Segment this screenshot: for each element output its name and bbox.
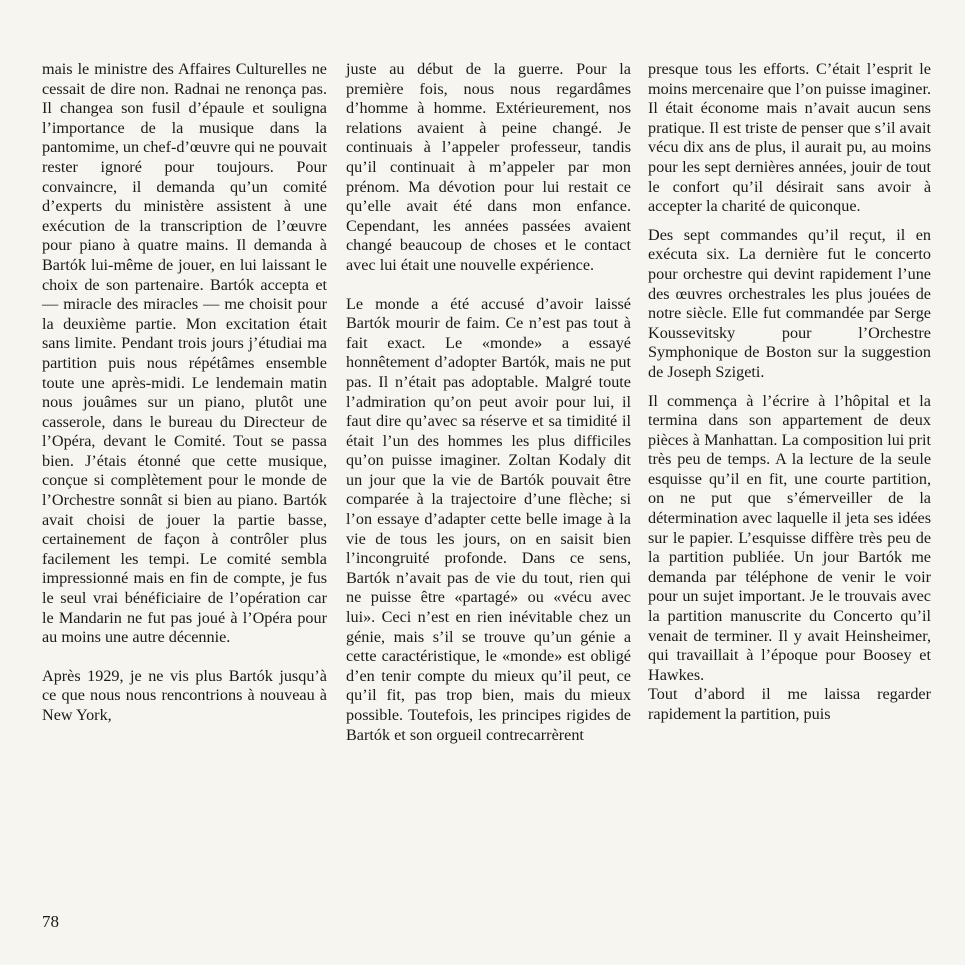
paragraph: Le monde a été accusé d’avoir laissé Bartók mourir de faim. Ce n’est pas tout à fait exact. Le «monde» a essayé honnêtement d’adopter Bartók, mais ne put pas. Il n’était pas adoptable. Malgré toute l’admiration qu’on peut avoir pour lui, il faut dire qu’avec sa réserve et sa timidité il était l’un des hommes les plus difficiles qu’on puisse imaginer. Zoltan Kodaly dit un jour que la vie de Bartók pouvait être comparée à la trajectoire d’une flèche; si l’on essaye d’adapter cette belle image à la vie de tous les jours, on en saisit bien l’incongruité profonde. Dans ce sens, Bartók n’avait pas de vie du tout, rien qui ne puisse être «partagé» ou «vécu avec lui». Ceci n’est en rien inévitable chez un génie, mais s’il se trouve qu’un génie a cette caractéristique, le «monde» est obligé d’en tenir compte du mieux qu’il peut, ce qu’il fit, pas trop bien, mais du mieux possible. Toutefois, les principes rigides de Bartók et son orgueil contrecarrèrent bbox=[346, 294, 631, 744]
paragraph: Tout d’abord il me laissa regarder rapidement la partition, puis bbox=[648, 685, 931, 723]
paragraph: Des sept commandes qu’il reçut, il en exécuta six. La dernière fut le concerto pour orchestre qui devint rapidement l’une des œuvres orchestrales les plus jouées de notre siècle. Elle fut commandée par Serge Koussevitsky pour l’Orchestre Symphonique de Boston sur la suggestion de Joseph Szigeti. bbox=[648, 225, 931, 381]
paragraph: juste au début de la guerre. Pour la première fois, nous nous regardâmes d’homme à homme. Extérieurement, nos relations avaient à peine changé. Je continuais à l’appeler professeur, tandis qu’il continuait à m’appeler par mon prénom. Ma dévotion pour lui restait ce qu’elle avait été dans mon enfance. Cependant, les années passées avaient changé beaucoup de choses et le contact avec lui était une nouvelle expérience. bbox=[346, 60, 631, 274]
page-number: 78 bbox=[42, 912, 59, 931]
text-column-3 bbox=[648, 60, 931, 725]
text-column-2 bbox=[346, 60, 631, 745]
paragraph: presque tous les efforts. C’était l’esprit le moins mercenaire que l’on puisse imaginer. Il était économe mais n’avait aucun sens pratique. Il est triste de penser que s’il avait vécu dix ans de plus, il aurait pu, au moins pour les sept dernières années, jouir de tout le confort qu’il désirait sans avoir à accepter la charité de quiconque. bbox=[648, 60, 931, 216]
paragraph: Il commença à l’écrire à l’hôpital et la termina dans son appartement de deux pièces à Manhattan. La composition lui prit très peu de temps. A la lecture de la seule esquisse qu’il en fit, une courte partition, on ne put que s’émerveiller de la détermination avec laquelle il jeta ses idées sur le papier. L’esquisse diffère très peu de la partition publiée. Un jour Bartók me demanda par téléphone de venir le voir pour un sujet important. Je le trouvais avec la partition manuscrite du Concerto qu’il venait de terminer. Il y avait Heinsheimer, qui travaillait à l’époque pour Boosey et Hawkes. bbox=[648, 391, 931, 684]
text-column-1 bbox=[42, 60, 327, 726]
paragraph: Après 1929, je ne vis plus Bartók jusqu’à ce que nous nous rencontrions à nouveau à New York, bbox=[42, 666, 327, 724]
paragraph: mais le ministre des Affaires Culturelles ne cessait de dire non. Radnai ne renonça pas. Il changea son fusil d’épaule et souligna l’importance de la musique dans la pantomime, un chef-d’œuvre qui ne pouvait rester ignoré pour toujours. Pour convaincre, il demanda qu’un comité d’experts du ministère assistent à une exécution de la transcription de l’œuvre pour piano à quatre mains. Il demanda à Bartók lui-même de jouer, en lui laissant le choix de son partenaire. Bartók accepta et — miracle des miracles — me choisit pour la deuxième partie. Mon excitation était sans limite. Pendant trois jours j’étudiai ma partition puis nous répétâmes ensemble toute une après-midi. Le lendemain matin nous jouâmes sur un piano, plutôt une casserole, dans le bureau du Directeur de l’Opéra, devant le Comité. Tout se passa bien. J’étais étonné que cette musique, conçue si complètement pour le monde de l’Orchestre sonnât si bien au piano. Bartók avait choisi de jouer la partie basse, certainement de façon à contrôler plus facilement les tempi. Le comité sembla impressionné mais en fin de compte, je fus le seul vrai bénéficiaire de l’opération car le Mandarin ne fut pas joué à l’Opéra pour au moins une autre décennie. bbox=[42, 60, 327, 647]
